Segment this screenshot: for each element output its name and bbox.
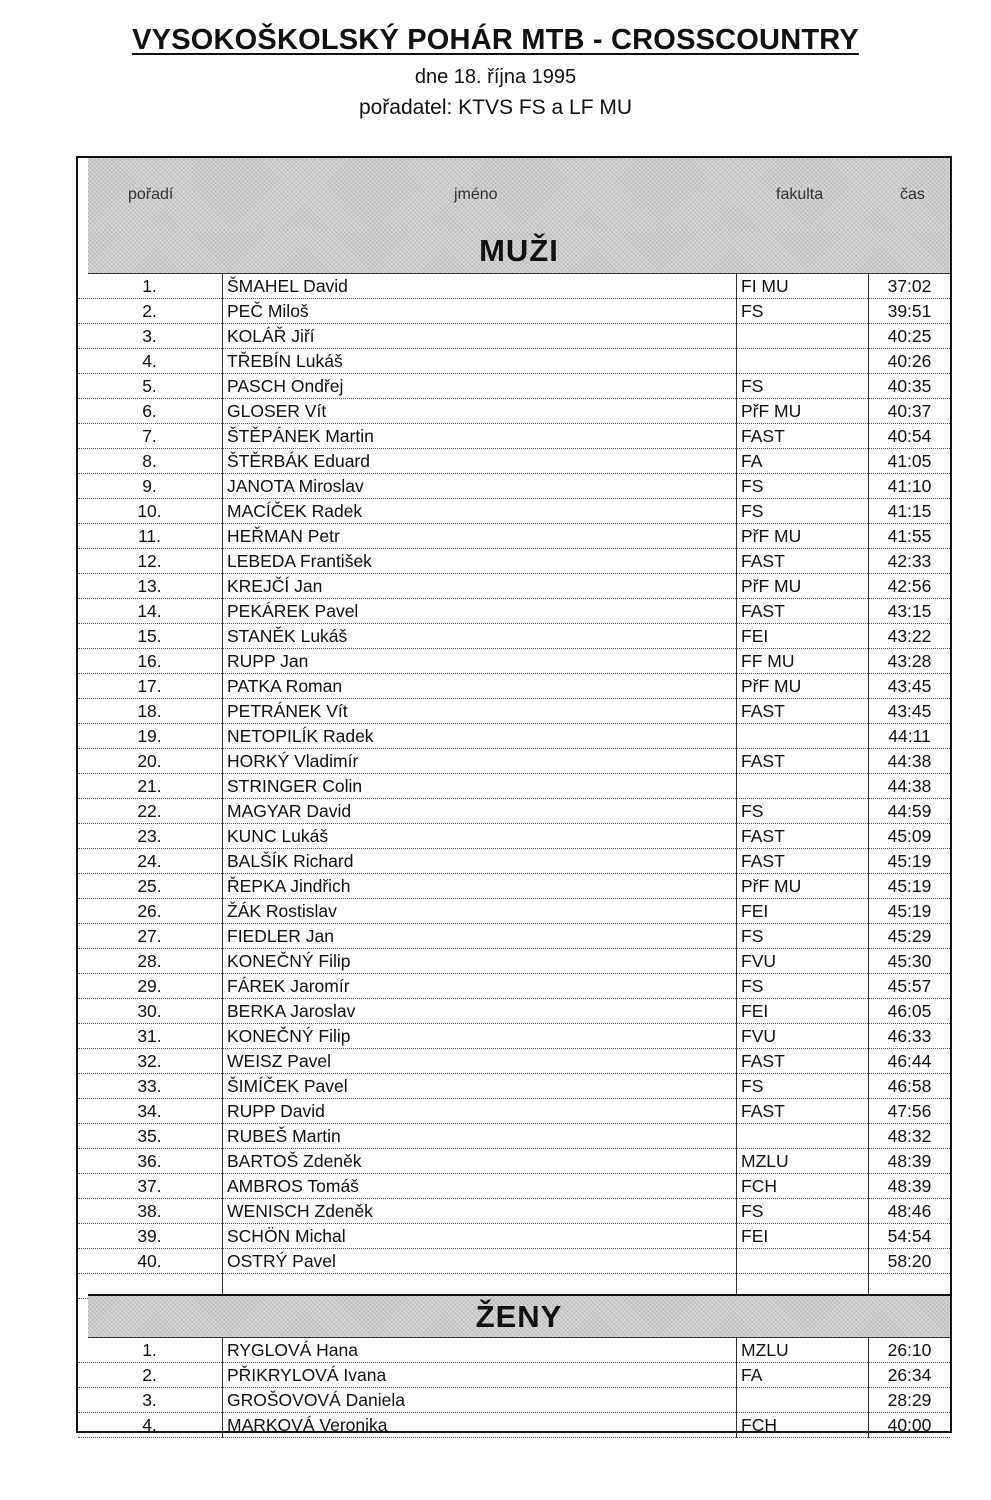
rank-cell: 32. [137, 1051, 162, 1071]
name-cell: OSTRÝ Pavel [222, 1249, 736, 1274]
faculty-cell [736, 349, 868, 374]
time-cell: 44:38 [868, 749, 950, 774]
name-cell: PATKA Roman [222, 674, 736, 699]
table-row [78, 1149, 950, 1174]
table-row [78, 924, 950, 949]
time-cell: 47:56 [868, 1099, 950, 1124]
name-cell: AMBROS Tomáš [222, 1174, 736, 1199]
rank-cell: 21. [137, 776, 162, 796]
rank-cell: 2. [142, 1365, 157, 1385]
rank-cell: 4. [142, 1415, 157, 1435]
time-cell: 40:26 [868, 349, 950, 374]
name-cell: KUNC Lukáš [222, 824, 736, 849]
time-cell: 45:19 [868, 874, 950, 899]
column-header-time: čas [900, 186, 925, 203]
faculty-cell: MZLU [736, 1338, 868, 1363]
time-cell: 48:39 [868, 1149, 950, 1174]
column-header-rank: pořadí [128, 186, 174, 203]
table-row [78, 749, 950, 774]
table-row [78, 1124, 950, 1149]
time-cell: 43:45 [868, 674, 950, 699]
faculty-cell: FS [736, 299, 868, 324]
table-row [78, 1338, 950, 1363]
column-header-row [88, 158, 950, 231]
time-cell: 40:35 [868, 374, 950, 399]
rank-cell: 10. [137, 501, 162, 521]
faculty-cell: FVU [736, 949, 868, 974]
time-cell: 45:57 [868, 974, 950, 999]
name-cell: ŠTĚRBÁK Eduard [222, 449, 736, 474]
faculty-cell: FI MU [736, 274, 868, 299]
faculty-cell: FAST [736, 699, 868, 724]
faculty-cell: FS [736, 799, 868, 824]
rank-cell: 9. [142, 476, 157, 496]
name-cell: GLOSER Vít [222, 399, 736, 424]
time-cell: 26:34 [868, 1363, 950, 1388]
name-cell: MARKOVÁ Veronika [222, 1413, 736, 1438]
table-row [78, 1388, 950, 1413]
rank-cell: 18. [137, 701, 162, 721]
name-cell: TŘEBÍN Lukáš [222, 349, 736, 374]
time-cell: 46:33 [868, 1024, 950, 1049]
faculty-cell: FAST [736, 849, 868, 874]
section-label-men: MUŽI [479, 233, 559, 268]
rank-cell: 34. [137, 1101, 162, 1121]
rank-cell: 17. [137, 676, 162, 696]
organizer-line: pořadatel: KTVS FS a LF MU [358, 96, 633, 119]
time-cell: 45:29 [868, 924, 950, 949]
table-row [78, 524, 950, 549]
faculty-cell: FEI [736, 999, 868, 1024]
time-cell: 43:22 [868, 624, 950, 649]
faculty-cell: FF MU [736, 649, 868, 674]
name-cell: ŠTĚPÁNEK Martin [222, 424, 736, 449]
name-cell: PŘIKRYLOVÁ Ivana [222, 1363, 736, 1388]
rank-cell: 11. [137, 526, 162, 546]
time-cell: 44:38 [868, 774, 950, 799]
faculty-cell: FS [736, 1199, 868, 1224]
table-row [78, 499, 950, 524]
rank-cell: 25. [137, 876, 162, 896]
event-date: dne 18. října 1995 [414, 66, 577, 88]
name-cell: RYGLOVÁ Hana [222, 1338, 736, 1363]
time-cell: 46:58 [868, 1074, 950, 1099]
faculty-cell [736, 724, 868, 749]
name-cell: BERKA Jaroslav [222, 999, 736, 1024]
name-cell: ŠIMÍČEK Pavel [222, 1074, 736, 1099]
rank-cell: 1. [142, 1340, 157, 1360]
table-row [78, 899, 950, 924]
name-cell: JANOTA Miroslav [222, 474, 736, 499]
faculty-cell: FVU [736, 1024, 868, 1049]
rank-cell: 15. [137, 626, 162, 646]
table-row [78, 299, 950, 324]
table-row [78, 774, 950, 799]
rank-cell: 3. [142, 326, 157, 346]
rank-cell: 3. [142, 1390, 157, 1410]
table-row [78, 974, 950, 999]
name-cell: BALŠÍK Richard [222, 849, 736, 874]
faculty-cell: FAST [736, 1049, 868, 1074]
rank-cell: 28. [137, 951, 162, 971]
rank-cell: 39. [137, 1226, 162, 1246]
men-results [78, 274, 950, 1299]
name-cell: FÁREK Jaromír [222, 974, 736, 999]
rank-cell: 29. [137, 976, 162, 996]
time-cell: 40:54 [868, 424, 950, 449]
rank-cell: 38. [137, 1201, 162, 1221]
rank-cell: 6. [142, 401, 157, 421]
name-cell: WENISCH Zdeněk [222, 1199, 736, 1224]
faculty-cell: FAST [736, 549, 868, 574]
time-cell: 42:56 [868, 574, 950, 599]
rank-cell: 22. [137, 801, 162, 821]
time-cell: 41:15 [868, 499, 950, 524]
faculty-cell: PřF MU [736, 874, 868, 899]
faculty-cell: FEI [736, 899, 868, 924]
faculty-cell: FAST [736, 599, 868, 624]
time-cell: 28:29 [868, 1388, 950, 1413]
name-cell: PEČ Miloš [222, 299, 736, 324]
name-cell: KONEČNÝ Filip [222, 1024, 736, 1049]
faculty-cell: FAST [736, 824, 868, 849]
table-row [78, 1024, 950, 1049]
time-cell: 40:37 [868, 399, 950, 424]
faculty-cell: FS [736, 1074, 868, 1099]
name-cell: HEŘMAN Petr [222, 524, 736, 549]
rank-cell: 20. [137, 751, 162, 771]
rank-cell: 7. [142, 426, 157, 446]
women-results [78, 1338, 950, 1438]
table-row [78, 1174, 950, 1199]
name-cell: ŠMAHEL David [222, 274, 736, 299]
name-cell: PASCH Ondřej [222, 374, 736, 399]
table-row [78, 799, 950, 824]
rank-cell: 4. [142, 351, 157, 371]
table-row [78, 599, 950, 624]
faculty-cell: FAST [736, 424, 868, 449]
name-cell: WEISZ Pavel [222, 1049, 736, 1074]
time-cell: 37:02 [868, 274, 950, 299]
time-cell: 44:11 [868, 724, 950, 749]
table-row [78, 1363, 950, 1388]
faculty-cell [736, 324, 868, 349]
section-band-men [88, 230, 950, 274]
name-cell: BARTOŠ Zdeněk [222, 1149, 736, 1174]
faculty-cell: FS [736, 974, 868, 999]
faculty-cell [736, 774, 868, 799]
faculty-cell: FS [736, 924, 868, 949]
rank-cell: 14. [137, 601, 162, 621]
table-row [78, 649, 950, 674]
name-cell: STANĚK Lukáš [222, 624, 736, 649]
name-cell: PEKÁREK Pavel [222, 599, 736, 624]
time-cell: 44:59 [868, 799, 950, 824]
name-cell: LEBEDA František [222, 549, 736, 574]
faculty-cell: PřF MU [736, 674, 868, 699]
table-row [78, 724, 950, 749]
time-cell: 41:55 [868, 524, 950, 549]
rank-cell: 8. [142, 451, 157, 471]
column-header-name: jméno [454, 186, 498, 203]
name-cell: NETOPILÍK Radek [222, 724, 736, 749]
rank-cell: 40. [137, 1251, 162, 1271]
rank-cell: 2. [142, 301, 157, 321]
rank-cell: 30. [137, 1001, 162, 1021]
time-cell: 45:19 [868, 849, 950, 874]
name-cell: GROŠOVOVÁ Daniela [222, 1388, 736, 1413]
section-label-women: ŽENY [475, 1299, 563, 1334]
time-cell: 42:33 [868, 549, 950, 574]
faculty-cell: FCH [736, 1174, 868, 1199]
table-row [78, 874, 950, 899]
table-row [78, 274, 950, 299]
table-row [78, 374, 950, 399]
table-row [78, 574, 950, 599]
name-cell: RUBEŠ Martin [222, 1124, 736, 1149]
name-cell: HORKÝ Vladimír [222, 749, 736, 774]
faculty-cell: FAST [736, 1099, 868, 1124]
rank-cell: 31. [137, 1026, 162, 1046]
rank-cell: 27. [137, 926, 162, 946]
table-row [78, 1099, 950, 1124]
table-row [78, 1074, 950, 1099]
name-cell: MACÍČEK Radek [222, 499, 736, 524]
rank-cell: 1. [142, 276, 157, 296]
faculty-cell: FA [736, 1363, 868, 1388]
rank-cell: 35. [137, 1126, 162, 1146]
faculty-cell: PřF MU [736, 574, 868, 599]
name-cell: PETRÁNEK Vít [222, 699, 736, 724]
name-cell: KOLÁŘ Jiří [222, 324, 736, 349]
faculty-cell: FS [736, 499, 868, 524]
table-row [78, 849, 950, 874]
results-table [76, 156, 952, 1433]
name-cell: ŽÁK Rostislav [222, 899, 736, 924]
table-row [78, 474, 950, 499]
rank-cell: 36. [137, 1151, 162, 1171]
time-cell: 45:19 [868, 899, 950, 924]
name-cell: STRINGER Colin [222, 774, 736, 799]
faculty-cell [736, 1388, 868, 1413]
faculty-cell: PřF MU [736, 399, 868, 424]
table-row [78, 449, 950, 474]
faculty-cell: FAST [736, 749, 868, 774]
faculty-cell: MZLU [736, 1149, 868, 1174]
section-band-women [88, 1294, 950, 1338]
name-cell: FIEDLER Jan [222, 924, 736, 949]
faculty-cell: FEI [736, 1224, 868, 1249]
rank-cell: 26. [137, 901, 162, 921]
faculty-cell [736, 1249, 868, 1274]
time-cell: 40:25 [868, 324, 950, 349]
time-cell: 43:15 [868, 599, 950, 624]
rank-cell: 13. [137, 576, 162, 596]
faculty-cell: FS [736, 474, 868, 499]
table-row [78, 424, 950, 449]
faculty-cell: PřF MU [736, 524, 868, 549]
table-row [78, 699, 950, 724]
table-row [78, 999, 950, 1024]
name-cell: SCHÖN Michal [222, 1224, 736, 1249]
faculty-cell: FCH [736, 1413, 868, 1438]
rank-cell: 37. [137, 1176, 162, 1196]
name-cell: KONEČNÝ Filip [222, 949, 736, 974]
rank-cell: 5. [142, 376, 157, 396]
table-row [78, 1249, 950, 1274]
table-row [78, 1049, 950, 1074]
rank-cell: 12. [137, 551, 162, 571]
time-cell: 54:54 [868, 1224, 950, 1249]
name-cell: MAGYAR David [222, 799, 736, 824]
table-row [78, 949, 950, 974]
table-row [78, 624, 950, 649]
time-cell: 43:45 [868, 699, 950, 724]
name-cell: RUPP Jan [222, 649, 736, 674]
name-cell: RUPP David [222, 1099, 736, 1124]
table-row [78, 1199, 950, 1224]
name-cell: ŘEPKA Jindřich [222, 874, 736, 899]
table-row [78, 399, 950, 424]
rank-cell: 24. [137, 851, 162, 871]
time-cell: 48:32 [868, 1124, 950, 1149]
time-cell: 41:10 [868, 474, 950, 499]
faculty-cell: FS [736, 374, 868, 399]
time-cell: 48:46 [868, 1199, 950, 1224]
rank-cell: 33. [137, 1076, 162, 1096]
time-cell: 43:28 [868, 649, 950, 674]
time-cell: 39:51 [868, 299, 950, 324]
table-row [78, 324, 950, 349]
table-row [78, 824, 950, 849]
rank-cell: 16. [137, 651, 162, 671]
table-row [78, 349, 950, 374]
rank-cell: 23. [137, 826, 162, 846]
faculty-cell: FA [736, 449, 868, 474]
time-cell: 40:00 [868, 1413, 950, 1438]
time-cell: 58:20 [868, 1249, 950, 1274]
time-cell: 48:39 [868, 1174, 950, 1199]
table-row [78, 1224, 950, 1249]
time-cell: 41:05 [868, 449, 950, 474]
time-cell: 45:30 [868, 949, 950, 974]
name-cell: KREJČÍ Jan [222, 574, 736, 599]
document-title: VYSOKOŠKOLSKÝ POHÁR MTB - CROSSCOUNTRY [132, 24, 859, 56]
time-cell: 46:05 [868, 999, 950, 1024]
faculty-cell: FEI [736, 624, 868, 649]
table-row [78, 1413, 950, 1438]
rank-cell: 19. [137, 726, 162, 746]
time-cell: 45:09 [868, 824, 950, 849]
time-cell: 46:44 [868, 1049, 950, 1074]
faculty-cell [736, 1124, 868, 1149]
column-header-faculty: fakulta [776, 186, 824, 203]
table-row [78, 549, 950, 574]
time-cell: 26:10 [868, 1338, 950, 1363]
table-row [78, 674, 950, 699]
